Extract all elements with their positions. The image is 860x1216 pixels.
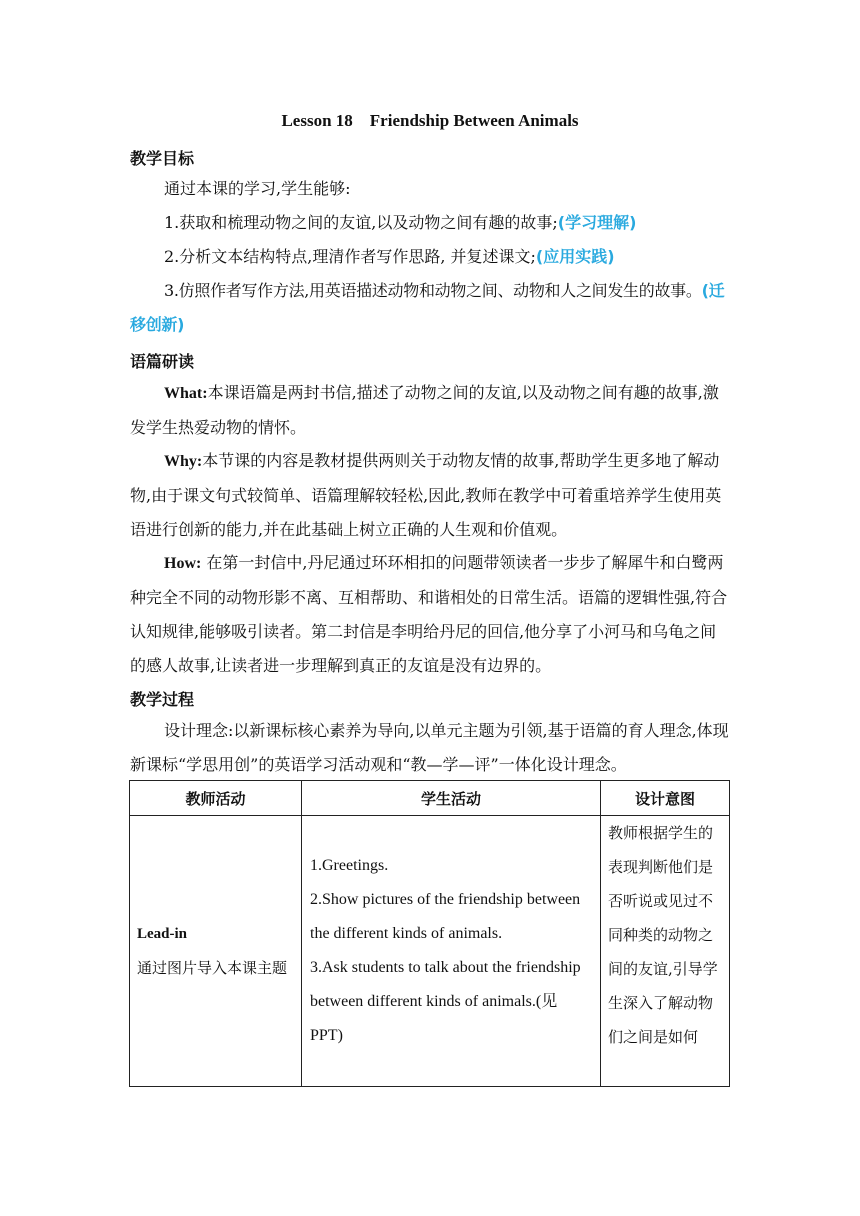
how-paragraph <box>130 546 732 683</box>
why-paragraph <box>130 444 732 547</box>
reading-heading: 语篇研读 <box>130 352 195 371</box>
student-activity-item: 2.Show pictures of the friendship between the different kinds of animals. <box>310 891 581 942</box>
table-header: 学生活动 <box>302 781 601 816</box>
process-heading: 教学过程 <box>130 690 195 709</box>
table-row <box>130 816 730 1087</box>
objective-item-2 <box>130 240 732 274</box>
stage-name: Lead-in <box>137 926 188 942</box>
objective-text: 2.分析文本结构特点,理清作者写作思路, 并复述课文; <box>164 247 536 266</box>
student-activity-cell <box>302 816 601 1087</box>
lesson-title: Lesson 18 Friendship Between Animals <box>281 111 579 130</box>
objective-tag: (迁移创新) <box>130 281 725 334</box>
design-intent-cell <box>601 816 730 1087</box>
process-intro: 设计理念:以新课标核心素养为导向,以单元主题为引领,基于语篇的育人理念,体现新课标“学思用创”的英语学习活动观和“教—学—评”一体化设计理念。 <box>130 721 729 774</box>
objective-item-3 <box>130 274 732 342</box>
objective-tag: (学习理解) <box>557 213 637 232</box>
what-text: 本课语篇是两封书信,描述了动物之间的友谊,以及动物之间有趣的故事,激发学生热爱动物的情怀。 <box>130 383 719 437</box>
what-label: What: <box>164 385 208 402</box>
objective-tag: (应用实践) <box>535 247 615 266</box>
objective-text: 1.获取和梳理动物之间的友谊,以及动物之间有趣的故事; <box>164 213 558 232</box>
objectives-heading: 教学目标 <box>130 149 195 168</box>
why-text: 本节课的内容是教材提供两则关于动物友情的故事,帮助学生更多地了解动物,由于课文句式较简单、语篇理解较轻松,因此,教师在教学中可着重培养学生使用英语进行创新的能力,并在此基础上树立正确的人生观和价值观。 <box>130 451 722 539</box>
lesson-table <box>129 780 730 1087</box>
student-activity-item: 3.Ask students to talk about the friendship between different kinds of animals.(见 PPT) <box>310 959 581 1044</box>
design-intent-text: 教师根据学生的表现判断他们是否听说或见过不同种类的动物之间的友谊,引导学生深入了解动物们之间是如何 <box>608 824 718 1046</box>
objectives-intro: 通过本课的学习,学生能够: <box>164 179 351 198</box>
objective-item-1 <box>130 206 732 240</box>
table-header: 设计意图 <box>601 781 730 816</box>
objective-text: 3.仿照作者写作方法,用英语描述动物和动物之间、动物和人之间发生的故事。 <box>164 281 702 300</box>
what-paragraph <box>130 376 732 445</box>
student-activity-item: 1.Greetings. <box>310 857 389 874</box>
how-label: How: <box>164 555 202 572</box>
why-label: Why: <box>164 453 203 470</box>
stage-description: 通过图片导入本课主题 <box>137 959 288 977</box>
teacher-activity-cell <box>130 816 302 1087</box>
table-header-row <box>130 781 730 816</box>
table-header: 教师活动 <box>130 781 302 816</box>
how-text: 在第一封信中,丹尼通过环环相扣的问题带领读者一步步了解犀牛和白鹭两种完全不同的动物形影不离、互相帮助、和谐相处的日常生活。语篇的逻辑性强,符合认知规律,能够吸引读者。第二封信是李明给丹尼的回信,他分享了小河马和乌龟之间的感人故事,让读者进一步理解到真正的友谊是没有边界的。 <box>130 553 728 675</box>
